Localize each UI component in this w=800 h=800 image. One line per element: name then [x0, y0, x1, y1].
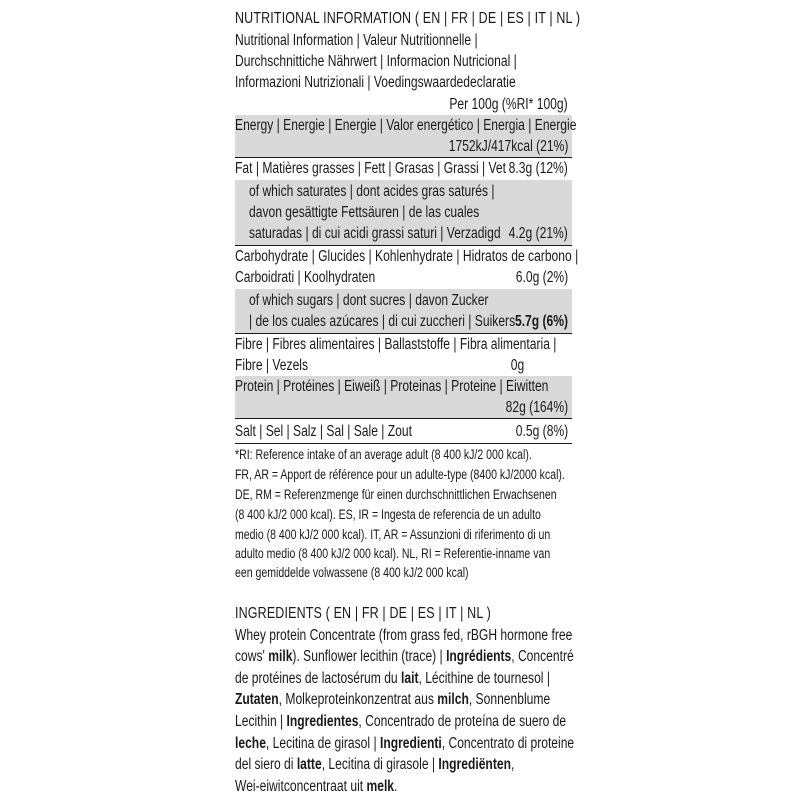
fat-row: Fat | Matières grasses | Fett | Grasas | Grassi | Vet 8.3g (12%)	[235, 160, 568, 177]
sugars-label: of which sugars | dont sucres | davon Zucker	[249, 292, 489, 309]
fibre-value: 0g	[510, 357, 524, 374]
protein-label: Protein | Protéines | Eiweiß | Proteinas | Proteine | Eiwitten	[235, 378, 549, 395]
carbohydrate-label: Carbohydrate | Glucides | Kohlenhydrate | Hidratos de carbono |	[235, 248, 579, 265]
fibre-value-line: Fibre | Vezels 0g	[235, 357, 524, 374]
carbohydrate-value: 6.0g (2%)	[515, 269, 568, 286]
divider	[235, 443, 572, 444]
footnote-line: een gemiddelde volwassene (8 400 kJ/2 000 kcal)	[235, 565, 469, 580]
salt-row: Salt | Sel | Salz | Sal | Sale | Zout 0.5g (8%)	[235, 423, 568, 440]
divider	[235, 418, 572, 419]
per-100g-header: Per 100g (%RI* 100g)	[449, 96, 568, 113]
nutrition-subtitle: Durchschnittiche Nährwert | Informacion Nutricional |	[235, 53, 517, 70]
ingredients-line: Whey protein Concentrate (from grass fed, rBGH hormone free	[235, 627, 573, 644]
salt-value: 0.5g (8%)	[515, 423, 568, 440]
saturates-value: 4.2g (21%)	[508, 225, 568, 242]
carbohydrate-value-line: Carboidrati | Koolhydraten 6.0g (2%)	[235, 269, 568, 286]
ingredients-line: de protéines de lactosérum du lait, Lécithine de tournesol |	[235, 670, 550, 687]
ingredients-line: leche, Lecitina de girasol | Ingredienti, Concentrato di proteine	[235, 735, 575, 752]
energy-value: 1752kJ/417kcal (21%)	[448, 138, 568, 155]
ingredients-line: cows' milk). Sunflower lecithin (trace) | Ingrédients, Concentré	[235, 648, 574, 665]
footnote-line: adulto medio (8 400 kJ/2 000 kcal). NL, RI = Referentie-inname van	[235, 546, 551, 561]
fibre-label: Fibre | Fibres alimentaires | Ballaststoffe | Fibra alimentaria |	[235, 336, 557, 353]
nutrition-subtitle: Informazioni Nutrizionali | Voedingswaardedeclaratie	[235, 74, 516, 91]
ingredients-line: Zutaten, Molkeproteinkonzentrat aus milch, Sonnenblume	[235, 691, 551, 708]
fat-value: 8.3g (12%)	[508, 160, 568, 177]
nutrition-title: NUTRITIONAL INFORMATION ( EN | FR | DE | ES | IT | NL )	[235, 10, 581, 27]
ingredients-line: Lecithin | Ingredientes, Concentrado de proteína de suero de	[235, 713, 567, 730]
sugars-value-line: | de los cuales azúcares | di cui zuccheri | Suikers 5.7g (6%)	[249, 313, 568, 330]
energy-value-line	[235, 136, 572, 157]
nutrition-subtitle: Nutritional Information | Valeur Nutritionnelle |	[235, 32, 478, 49]
ingredients-line: Wei-eiwitconcentraat uit melk.	[235, 778, 398, 795]
saturates-label: davon gesättigte Fettsäuren | de las cuales	[249, 204, 480, 221]
footnote-line: FR, AR = Apport de référence pour un adulte-type (8400 kJ/2000 kcal).	[235, 467, 565, 482]
ingredients-title: INGREDIENTS ( EN | FR | DE | ES | IT | NL )	[235, 605, 491, 622]
sugars-value: 5.7g (6%)	[514, 313, 568, 330]
protein-value: 82g (164%)	[505, 399, 568, 416]
protein-value-line	[235, 397, 572, 418]
ingredients-line: del siero di latte, Lecitina di girasole | Ingrediënten,	[235, 756, 515, 773]
saturates-label: of which saturates | dont acides gras saturés |	[249, 183, 495, 200]
footnote-line: medio (8 400 kJ/2 000 kcal). IT, AR = Assunzioni di riferimento di un	[235, 527, 551, 542]
footnote-line: DE, RM = Referenzmenge für einen durchschnittlichen Erwachsenen	[235, 487, 557, 502]
energy-label: Energy | Energie | Energie | Valor energético | Energia | Energie	[235, 117, 577, 134]
footnote-line: *RI: Reference intake of an average adult (8 400 kJ/2 000 kcal).	[235, 447, 532, 462]
footnote-line: (8 400 kJ/2 000 kcal). ES, IR = Ingesta de referencia de un adulto	[235, 507, 541, 522]
saturates-value-line: saturadas | di cui acidi grassi saturi | Verzadigd 4.2g (21%)	[249, 225, 568, 242]
